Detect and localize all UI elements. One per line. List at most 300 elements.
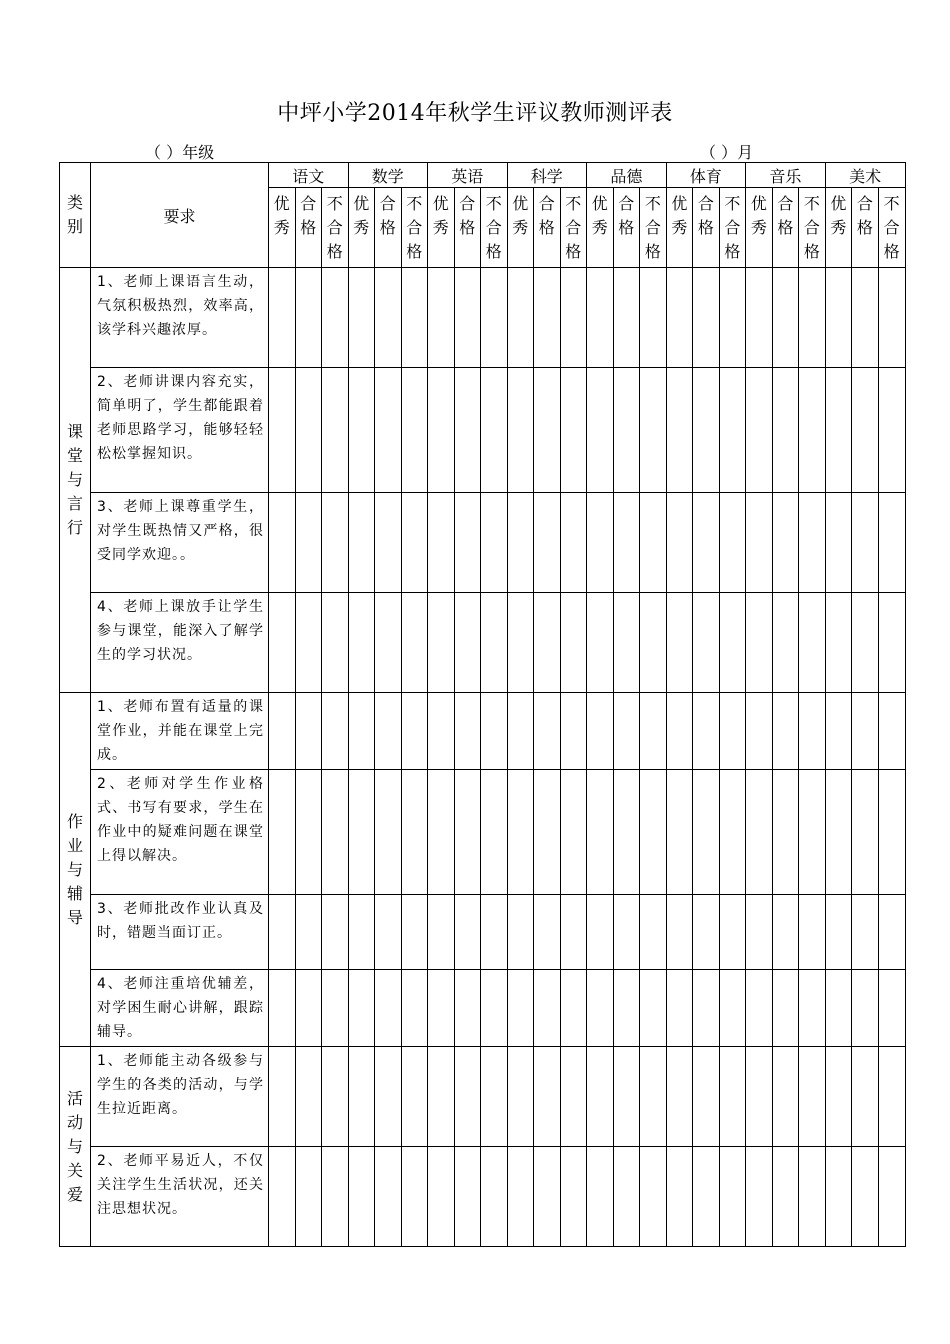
rating-cell[interactable] [401, 1147, 428, 1247]
rating-cell[interactable] [799, 493, 826, 593]
rating-header: 不合格 [560, 188, 587, 268]
rating-cell[interactable] [454, 268, 481, 368]
rating-cell[interactable] [401, 593, 428, 693]
rating-cell[interactable] [507, 770, 534, 895]
rating-cell[interactable] [719, 1147, 746, 1247]
rating-cell[interactable] [428, 770, 455, 895]
rating-cell[interactable] [878, 493, 905, 593]
rating-cell[interactable] [613, 1047, 640, 1147]
rating-cell[interactable] [534, 770, 561, 895]
requirement-cell: 1、老师能主动各级参与学生的各类的活动，与学生拉近距离。 [91, 1047, 269, 1147]
rating-header: 不合格 [322, 188, 349, 268]
table-row [60, 1047, 906, 1147]
rating-header: 不合格 [878, 188, 905, 268]
rating-cell[interactable] [507, 970, 534, 1047]
rating-cell[interactable] [613, 368, 640, 493]
rating-cell[interactable] [428, 895, 455, 970]
subject-header: 体育 [666, 163, 746, 188]
rating-cell[interactable] [269, 593, 296, 693]
rating-cell[interactable] [852, 593, 879, 693]
subject-header: 美术 [825, 163, 905, 188]
rating-cell[interactable] [799, 693, 826, 770]
rating-cell[interactable] [666, 693, 693, 770]
rating-header: 不合格 [719, 188, 746, 268]
table-row [60, 593, 906, 693]
rating-cell[interactable] [348, 593, 375, 693]
rating-cell[interactable] [613, 895, 640, 970]
rating-header: 优秀 [269, 188, 296, 268]
rating-cell[interactable] [375, 770, 402, 895]
rating-cell[interactable] [613, 1147, 640, 1247]
rating-cell[interactable] [534, 693, 561, 770]
rating-cell[interactable] [348, 368, 375, 493]
rating-cell[interactable] [269, 770, 296, 895]
requirement-cell: 3、老师批改作业认真及时，错题当面订正。 [91, 895, 269, 970]
rating-cell[interactable] [772, 693, 799, 770]
rating-cell[interactable] [348, 1047, 375, 1147]
rating-cell[interactable] [878, 268, 905, 368]
rating-cell[interactable] [322, 493, 349, 593]
form-subheader [0, 140, 950, 162]
rating-cell[interactable] [401, 268, 428, 368]
rating-cell[interactable] [269, 895, 296, 970]
rating-cell[interactable] [852, 1047, 879, 1147]
rating-cell[interactable] [693, 268, 720, 368]
rating-cell[interactable] [428, 268, 455, 368]
rating-cell[interactable] [587, 895, 614, 970]
requirement-header: 要求 [91, 163, 269, 268]
rating-cell[interactable] [375, 1047, 402, 1147]
rating-cell[interactable] [560, 895, 587, 970]
rating-cell[interactable] [534, 493, 561, 593]
rating-cell[interactable] [719, 770, 746, 895]
rating-cell[interactable] [772, 770, 799, 895]
rating-cell[interactable] [719, 593, 746, 693]
rating-cell[interactable] [428, 970, 455, 1047]
rating-cell[interactable] [640, 770, 667, 895]
rating-cell[interactable] [746, 895, 773, 970]
requirement-cell: 4、老师注重培优辅差，对学困生耐心讲解，跟踪辅导。 [91, 970, 269, 1047]
rating-cell[interactable] [852, 493, 879, 593]
rating-cell[interactable] [746, 368, 773, 493]
rating-cell[interactable] [322, 593, 349, 693]
rating-cell[interactable] [454, 593, 481, 693]
rating-cell[interactable] [640, 593, 667, 693]
rating-cell[interactable] [825, 1047, 852, 1147]
rating-cell[interactable] [772, 268, 799, 368]
rating-cell[interactable] [799, 593, 826, 693]
rating-cell[interactable] [852, 770, 879, 895]
rating-cell[interactable] [269, 1047, 296, 1147]
rating-cell[interactable] [613, 970, 640, 1047]
rating-cell[interactable] [746, 593, 773, 693]
rating-header: 合格 [772, 188, 799, 268]
table-row [60, 368, 906, 493]
rating-cell[interactable] [507, 268, 534, 368]
rating-cell[interactable] [799, 368, 826, 493]
rating-cell[interactable] [401, 970, 428, 1047]
rating-cell[interactable] [587, 693, 614, 770]
rating-cell[interactable] [481, 1047, 508, 1147]
rating-cell[interactable] [878, 1047, 905, 1147]
rating-cell[interactable] [295, 593, 322, 693]
table-row [60, 895, 906, 970]
rating-cell[interactable] [746, 1047, 773, 1147]
rating-cell[interactable] [799, 770, 826, 895]
rating-cell[interactable] [295, 693, 322, 770]
rating-cell[interactable] [269, 693, 296, 770]
rating-cell[interactable] [640, 693, 667, 770]
requirement-cell: 2、老师讲课内容充实，简单明了，学生都能跟着老师思路学习，能够轻轻松松掌握知识。 [91, 368, 269, 493]
rating-cell[interactable] [772, 593, 799, 693]
rating-cell[interactable] [454, 693, 481, 770]
rating-cell[interactable] [481, 268, 508, 368]
rating-cell[interactable] [852, 268, 879, 368]
rating-cell[interactable] [348, 970, 375, 1047]
rating-cell[interactable] [428, 1147, 455, 1247]
rating-cell[interactable] [640, 268, 667, 368]
rating-cell[interactable] [640, 970, 667, 1047]
rating-cell[interactable] [295, 493, 322, 593]
rating-cell[interactable] [322, 770, 349, 895]
rating-cell[interactable] [454, 1147, 481, 1247]
rating-header: 不合格 [401, 188, 428, 268]
rating-cell[interactable] [719, 1047, 746, 1147]
rating-cell[interactable] [428, 1047, 455, 1147]
rating-cell[interactable] [666, 1147, 693, 1247]
table-row [60, 770, 906, 895]
rating-cell[interactable] [640, 895, 667, 970]
rating-cell[interactable] [454, 1047, 481, 1147]
rating-cell[interactable] [295, 268, 322, 368]
rating-cell[interactable] [693, 693, 720, 770]
rating-cell[interactable] [719, 268, 746, 368]
rating-cell[interactable] [428, 493, 455, 593]
rating-cell[interactable] [322, 895, 349, 970]
rating-cell[interactable] [693, 593, 720, 693]
subject-header: 语文 [269, 163, 349, 188]
rating-cell[interactable] [746, 493, 773, 593]
rating-cell[interactable] [348, 693, 375, 770]
rating-cell[interactable] [348, 1147, 375, 1247]
rating-cell[interactable] [401, 1047, 428, 1147]
rating-cell[interactable] [719, 895, 746, 970]
rating-cell[interactable] [348, 895, 375, 970]
rating-cell[interactable] [878, 895, 905, 970]
rating-cell[interactable] [746, 268, 773, 368]
rating-cell[interactable] [719, 970, 746, 1047]
rating-cell[interactable] [454, 770, 481, 895]
rating-cell[interactable] [481, 1147, 508, 1247]
rating-cell[interactable] [560, 1047, 587, 1147]
rating-cell[interactable] [507, 368, 534, 493]
rating-cell[interactable] [375, 493, 402, 593]
rating-cell[interactable] [587, 1147, 614, 1247]
rating-cell[interactable] [401, 368, 428, 493]
rating-cell[interactable] [481, 895, 508, 970]
rating-cell[interactable] [428, 368, 455, 493]
category-cell: 作业与辅导 [60, 693, 91, 1047]
rating-cell[interactable] [534, 1047, 561, 1147]
rating-cell[interactable] [507, 895, 534, 970]
rating-cell[interactable] [587, 970, 614, 1047]
rating-cell[interactable] [746, 1147, 773, 1247]
requirement-cell: 3、老师上课尊重学生，对学生既热情又严格，很受同学欢迎。。 [91, 493, 269, 593]
rating-cell[interactable] [613, 268, 640, 368]
rating-cell[interactable] [401, 493, 428, 593]
rating-cell[interactable] [560, 368, 587, 493]
rating-cell[interactable] [375, 970, 402, 1047]
rating-cell[interactable] [401, 895, 428, 970]
subject-header: 音乐 [746, 163, 826, 188]
rating-cell[interactable] [693, 895, 720, 970]
rating-cell[interactable] [322, 693, 349, 770]
rating-cell[interactable] [454, 493, 481, 593]
rating-cell[interactable] [666, 970, 693, 1047]
table-row [60, 268, 906, 368]
rating-cell[interactable] [693, 493, 720, 593]
month-field[interactable]: （ ）月 [700, 143, 754, 162]
rating-header: 不合格 [799, 188, 826, 268]
rating-cell[interactable] [348, 268, 375, 368]
rating-cell[interactable] [481, 970, 508, 1047]
rating-cell[interactable] [772, 368, 799, 493]
table-row [60, 693, 906, 770]
rating-cell[interactable] [587, 493, 614, 593]
rating-header: 合格 [375, 188, 402, 268]
rating-cell[interactable] [560, 693, 587, 770]
rating-cell[interactable] [401, 770, 428, 895]
rating-cell[interactable] [640, 493, 667, 593]
rating-cell[interactable] [322, 368, 349, 493]
rating-cell[interactable] [878, 693, 905, 770]
rating-cell[interactable] [666, 770, 693, 895]
rating-header: 优秀 [825, 188, 852, 268]
rating-cell[interactable] [640, 1047, 667, 1147]
rating-cell[interactable] [746, 970, 773, 1047]
rating-cell[interactable] [772, 1147, 799, 1247]
rating-cell[interactable] [481, 493, 508, 593]
rating-cell[interactable] [269, 970, 296, 1047]
rating-cell[interactable] [613, 493, 640, 593]
rating-cell[interactable] [640, 1147, 667, 1247]
rating-cell[interactable] [666, 895, 693, 970]
rating-cell[interactable] [295, 1047, 322, 1147]
rating-cell[interactable] [825, 1147, 852, 1247]
rating-cell[interactable] [507, 1047, 534, 1147]
rating-cell[interactable] [295, 368, 322, 493]
rating-cell[interactable] [852, 895, 879, 970]
rating-cell[interactable] [428, 593, 455, 693]
rating-cell[interactable] [825, 895, 852, 970]
rating-cell[interactable] [825, 970, 852, 1047]
rating-cell[interactable] [719, 493, 746, 593]
page-title: 中坪小学2014年秋学生评议教师测评表 [277, 101, 673, 126]
rating-cell[interactable] [825, 493, 852, 593]
subject-header: 科学 [507, 163, 587, 188]
rating-cell[interactable] [852, 1147, 879, 1247]
rating-cell[interactable] [799, 268, 826, 368]
rating-cell[interactable] [428, 693, 455, 770]
rating-cell[interactable] [534, 1147, 561, 1247]
rating-cell[interactable] [799, 1047, 826, 1147]
rating-cell[interactable] [507, 693, 534, 770]
rating-cell[interactable] [269, 1147, 296, 1247]
requirement-cell: 1、老师布置有适量的课堂作业，并能在课堂上完成。 [91, 693, 269, 770]
rating-cell[interactable] [375, 1147, 402, 1247]
rating-cell[interactable] [507, 1147, 534, 1247]
rating-cell[interactable] [719, 368, 746, 493]
rating-cell[interactable] [269, 268, 296, 368]
rating-cell[interactable] [481, 593, 508, 693]
table-row [60, 970, 906, 1047]
rating-cell[interactable] [666, 593, 693, 693]
rating-header: 优秀 [507, 188, 534, 268]
rating-cell[interactable] [693, 970, 720, 1047]
rating-cell[interactable] [269, 368, 296, 493]
rating-header: 优秀 [746, 188, 773, 268]
subject-header: 英语 [428, 163, 508, 188]
category-cell: 活动与关爱 [60, 1047, 91, 1247]
rating-cell[interactable] [348, 770, 375, 895]
rating-cell[interactable] [825, 593, 852, 693]
rating-cell[interactable] [746, 770, 773, 895]
subject-header: 品德 [587, 163, 667, 188]
rating-cell[interactable] [322, 1047, 349, 1147]
rating-cell[interactable] [534, 895, 561, 970]
rating-cell[interactable] [587, 770, 614, 895]
rating-header: 优秀 [587, 188, 614, 268]
rating-header: 合格 [295, 188, 322, 268]
rating-cell[interactable] [295, 1147, 322, 1247]
rating-cell[interactable] [693, 368, 720, 493]
rating-cell[interactable] [772, 895, 799, 970]
rating-cell[interactable] [666, 268, 693, 368]
rating-cell[interactable] [852, 970, 879, 1047]
rating-cell[interactable] [587, 268, 614, 368]
requirement-cell: 2、老师对学生作业格式、书写有要求，学生在作业中的疑难问题在课堂上得以解决。 [91, 770, 269, 895]
rating-cell[interactable] [746, 693, 773, 770]
rating-cell[interactable] [693, 770, 720, 895]
rating-header: 合格 [454, 188, 481, 268]
rating-cell[interactable] [852, 693, 879, 770]
table-row [60, 1147, 906, 1247]
rating-cell[interactable] [348, 493, 375, 593]
rating-cell[interactable] [640, 368, 667, 493]
rating-cell[interactable] [507, 493, 534, 593]
rating-cell[interactable] [375, 368, 402, 493]
grade-field[interactable]: （ ）年级 [145, 143, 215, 162]
rating-cell[interactable] [587, 368, 614, 493]
rating-cell[interactable] [295, 895, 322, 970]
rating-cell[interactable] [295, 970, 322, 1047]
rating-cell[interactable] [852, 368, 879, 493]
subject-header: 数学 [348, 163, 428, 188]
rating-cell[interactable] [560, 770, 587, 895]
rating-cell[interactable] [878, 970, 905, 1047]
rating-cell[interactable] [481, 770, 508, 895]
rating-cell[interactable] [534, 268, 561, 368]
requirement-cell: 1、老师上课语言生动，气氛积极热烈，效率高，该学科兴趣浓厚。 [91, 268, 269, 368]
rating-cell[interactable] [375, 895, 402, 970]
rating-header: 合格 [613, 188, 640, 268]
rating-cell[interactable] [878, 770, 905, 895]
rating-cell[interactable] [454, 970, 481, 1047]
rating-cell[interactable] [878, 368, 905, 493]
rating-header: 合格 [693, 188, 720, 268]
rating-cell[interactable] [454, 895, 481, 970]
rating-cell[interactable] [613, 693, 640, 770]
rating-cell[interactable] [719, 693, 746, 770]
rating-cell[interactable] [772, 970, 799, 1047]
rating-cell[interactable] [375, 268, 402, 368]
rating-header: 优秀 [428, 188, 455, 268]
rating-cell[interactable] [666, 493, 693, 593]
rating-header: 优秀 [666, 188, 693, 268]
rating-cell[interactable] [295, 770, 322, 895]
rating-cell[interactable] [666, 1047, 693, 1147]
rating-cell[interactable] [878, 593, 905, 693]
rating-header: 不合格 [640, 188, 667, 268]
rating-cell[interactable] [825, 268, 852, 368]
rating-cell[interactable] [799, 1147, 826, 1247]
evaluation-table [59, 162, 906, 1247]
rating-cell[interactable] [269, 493, 296, 593]
requirement-cell: 4、老师上课放手让学生参与课堂，能深入了解学生的学习状况。 [91, 593, 269, 693]
rating-cell[interactable] [560, 493, 587, 593]
rating-cell[interactable] [534, 970, 561, 1047]
rating-cell[interactable] [693, 1147, 720, 1247]
rating-cell[interactable] [322, 268, 349, 368]
rating-cell[interactable] [825, 770, 852, 895]
category-header: 类别 [60, 163, 91, 268]
rating-cell[interactable] [666, 368, 693, 493]
rating-cell[interactable] [799, 970, 826, 1047]
rating-cell[interactable] [560, 1147, 587, 1247]
rating-cell[interactable] [772, 493, 799, 593]
rating-header: 不合格 [481, 188, 508, 268]
rating-cell[interactable] [799, 895, 826, 970]
rating-cell[interactable] [560, 970, 587, 1047]
rating-cell[interactable] [322, 970, 349, 1047]
rating-cell[interactable] [534, 368, 561, 493]
rating-header: 优秀 [348, 188, 375, 268]
rating-cell[interactable] [587, 1047, 614, 1147]
rating-cell[interactable] [375, 693, 402, 770]
rating-cell[interactable] [560, 593, 587, 693]
rating-cell[interactable] [825, 693, 852, 770]
rating-cell[interactable] [613, 593, 640, 693]
rating-cell[interactable] [587, 593, 614, 693]
rating-cell[interactable] [534, 593, 561, 693]
rating-cell[interactable] [613, 770, 640, 895]
rating-cell[interactable] [772, 1047, 799, 1147]
rating-cell[interactable] [825, 368, 852, 493]
rating-cell[interactable] [481, 368, 508, 493]
requirement-cell: 2、老师平易近人，不仅关注学生生活状况，还关注思想状况。 [91, 1147, 269, 1247]
rating-header: 合格 [852, 188, 879, 268]
rating-cell[interactable] [454, 368, 481, 493]
rating-cell[interactable] [560, 268, 587, 368]
rating-header: 合格 [534, 188, 561, 268]
rating-cell[interactable] [481, 693, 508, 770]
rating-cell[interactable] [507, 593, 534, 693]
rating-cell[interactable] [693, 1047, 720, 1147]
rating-cell[interactable] [322, 1147, 349, 1247]
rating-cell[interactable] [878, 1147, 905, 1247]
rating-cell[interactable] [401, 693, 428, 770]
rating-cell[interactable] [375, 593, 402, 693]
